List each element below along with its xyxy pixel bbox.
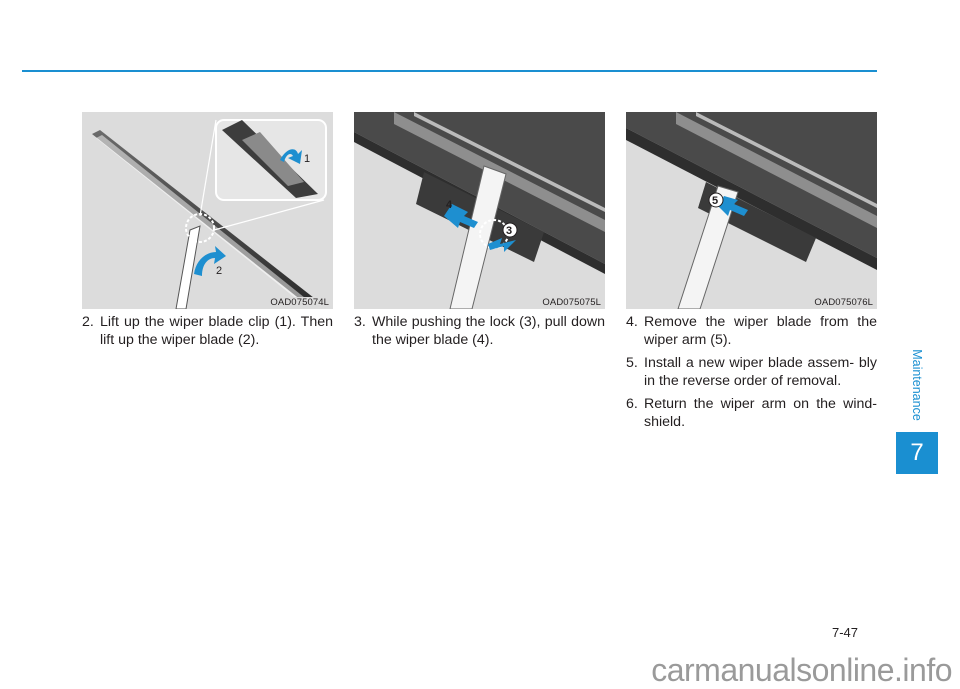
step-number: 2.: [82, 314, 94, 330]
step-number: 6.: [626, 396, 638, 412]
callout-2: 2: [216, 265, 223, 277]
figure-wiper-lock: [354, 112, 605, 309]
step-number: 5.: [626, 355, 638, 371]
wiper-remove-illustration: [626, 112, 877, 309]
instructions-column-1: [82, 314, 333, 355]
top-rule: [22, 70, 877, 72]
step-5: [626, 355, 877, 390]
step-number: 3.: [354, 314, 366, 330]
figure-code: OAD075075L: [542, 297, 601, 308]
figure-code: OAD075074L: [270, 297, 329, 308]
step-text: Install a new wiper blade assem- bly in the reverse order of removal.: [644, 355, 877, 389]
step-3: [354, 314, 605, 349]
instructions-column-3: [626, 314, 877, 437]
callout-1: 1: [304, 153, 311, 165]
step-2: [82, 314, 333, 349]
page-number: 7-47: [832, 625, 859, 640]
figure-wiper-remove: [626, 112, 877, 309]
callout-4: 4: [446, 199, 453, 211]
step-4: [626, 314, 877, 349]
instructions-column-2: [354, 314, 605, 355]
step-text: Remove the wiper blade from the wiper arm (5).: [644, 314, 877, 348]
chapter-label: Maintenance: [910, 349, 924, 421]
figure-wiper-clip: [82, 112, 333, 309]
step-text: While pushing the lock (3), pull down the wiper blade (4).: [372, 314, 605, 348]
wiper-clip-illustration: [82, 112, 333, 309]
step-text: Lift up the wiper blade clip (1). Then lift up the wiper blade (2).: [100, 314, 333, 348]
watermark: carmanualsonline.info: [651, 652, 952, 688]
figure-code: OAD075076L: [814, 297, 873, 308]
step-text: Return the wiper arm on the wind- shield.: [644, 396, 877, 430]
callout-5: 5: [712, 195, 719, 207]
step-number: 4.: [626, 314, 638, 330]
callout-3: 3: [506, 225, 513, 237]
step-6: [626, 396, 877, 431]
wiper-lock-illustration: [354, 112, 605, 309]
chapter-tab: 7: [896, 432, 938, 474]
